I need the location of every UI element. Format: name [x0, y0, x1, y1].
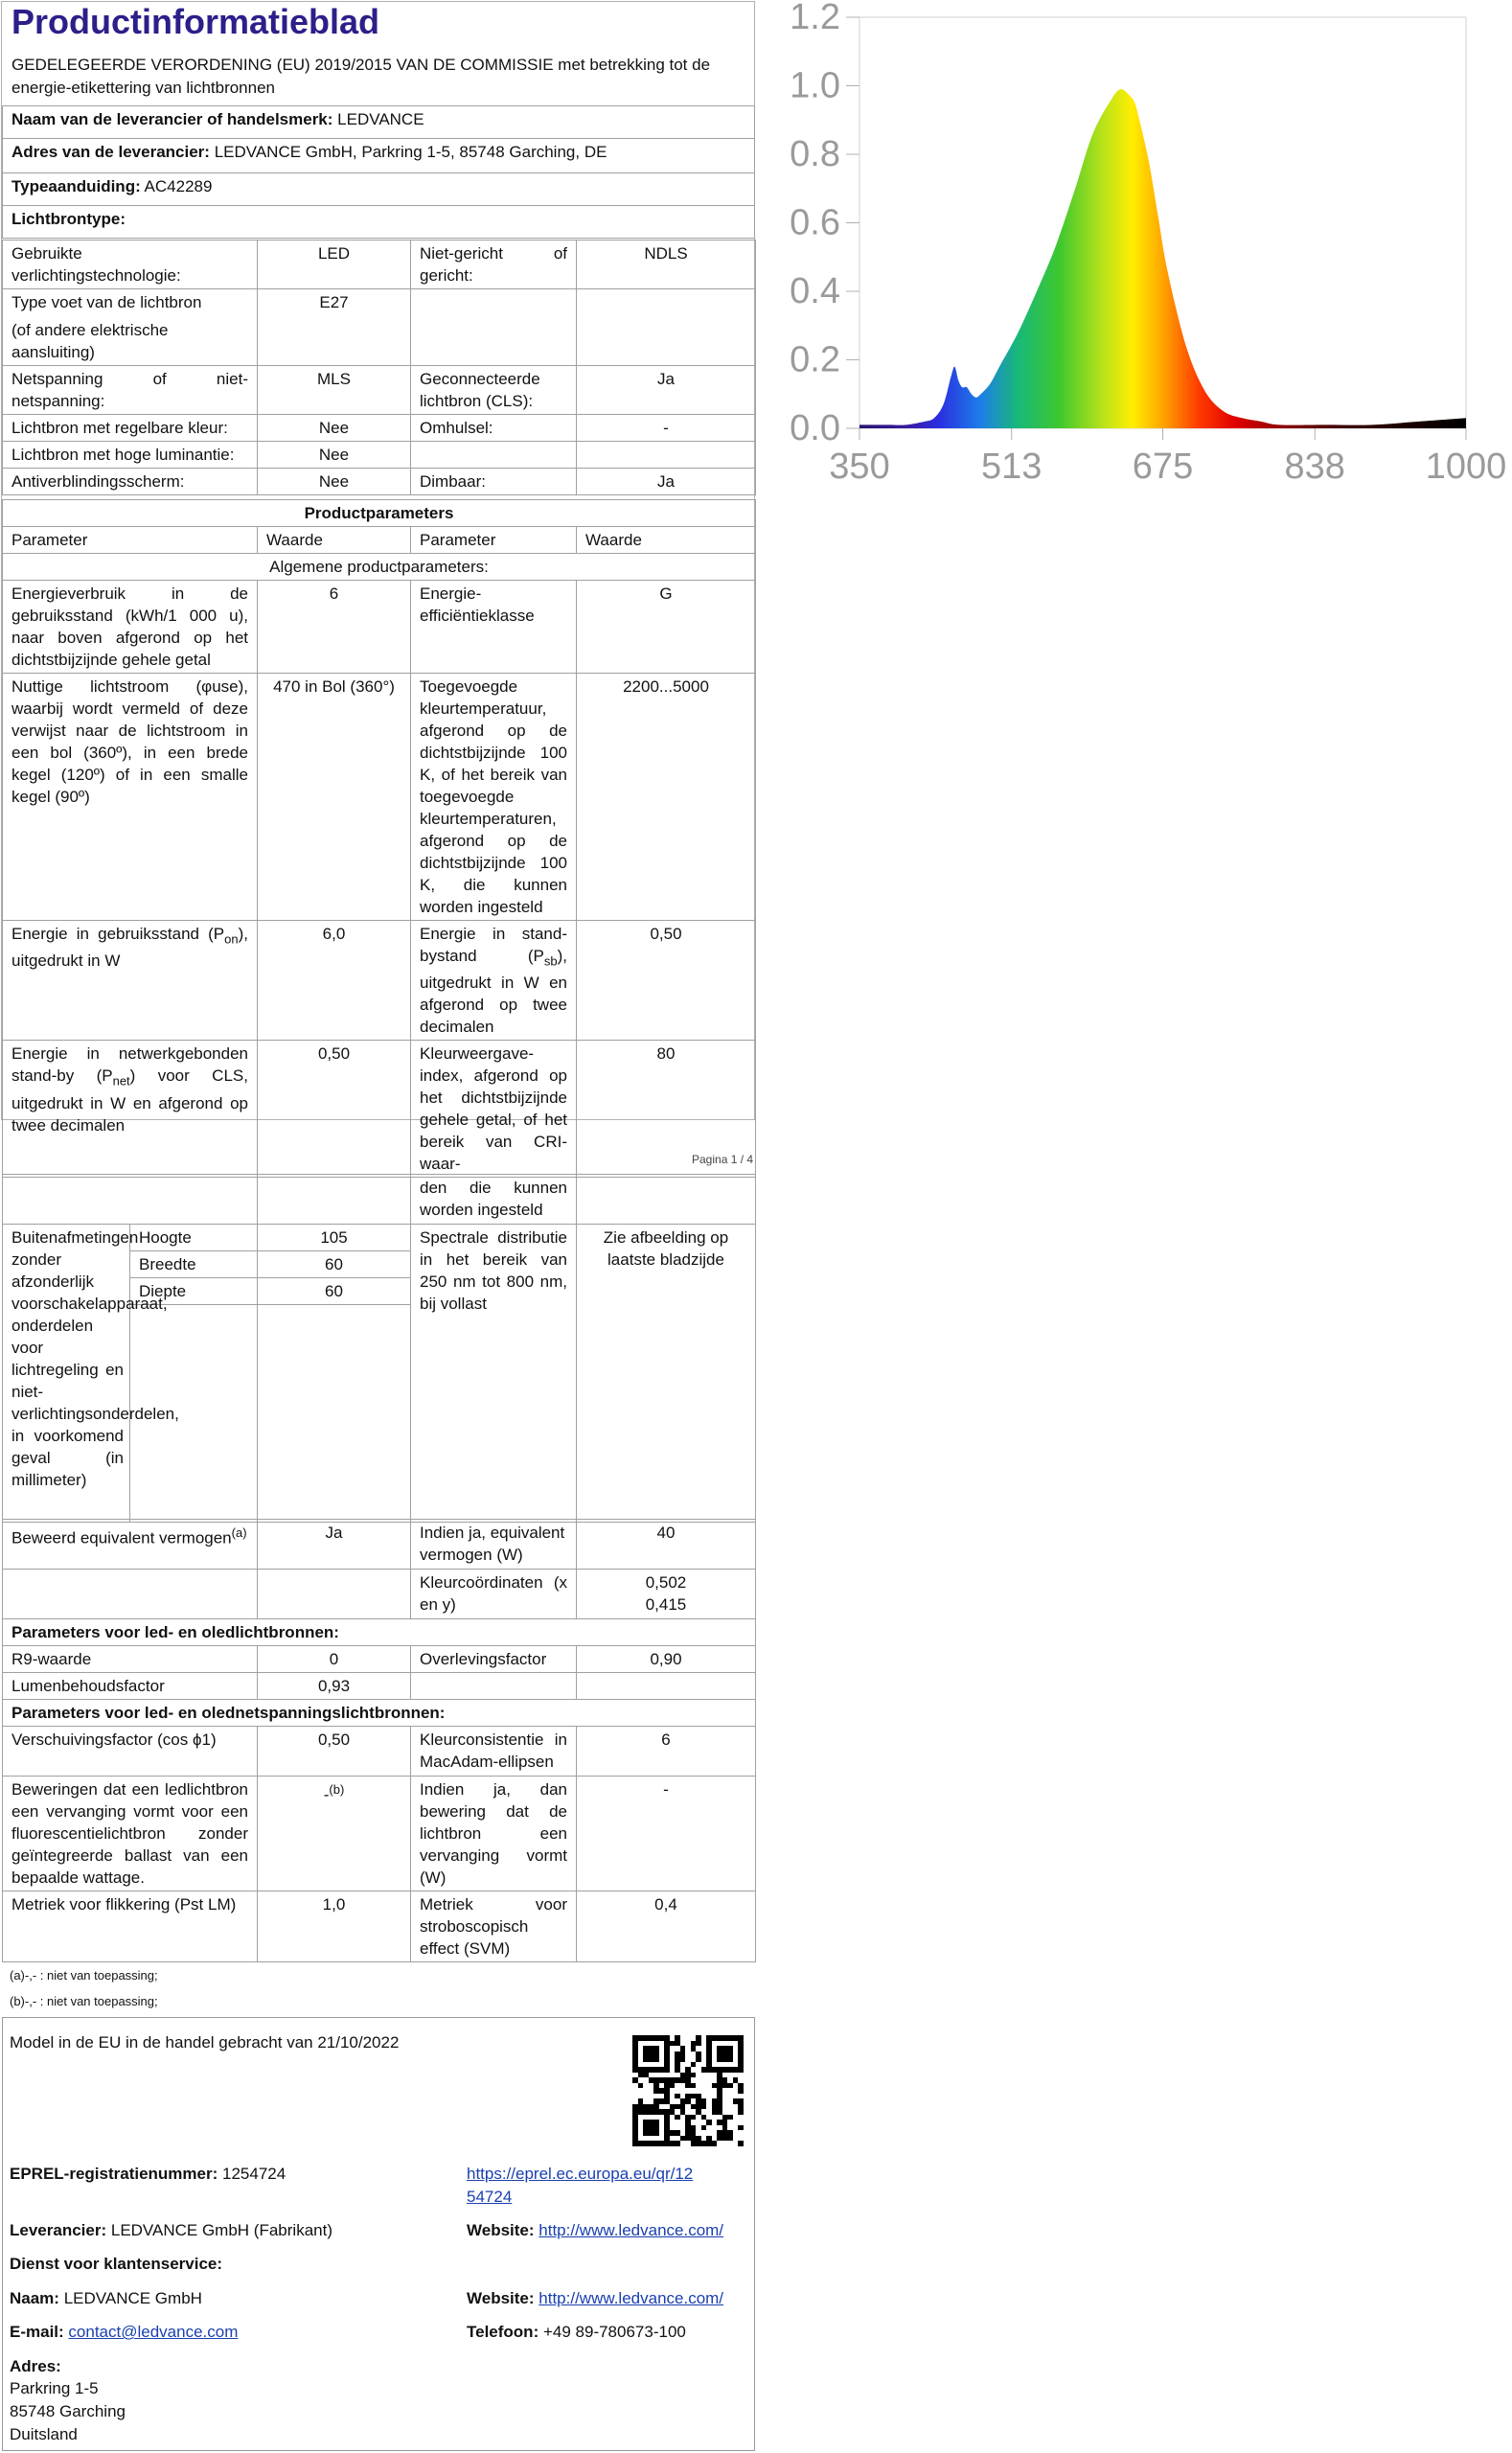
- page-title: Productinformatieblad: [11, 2, 380, 41]
- qr-module: [738, 2141, 744, 2146]
- pnet-label: Energie in netwerkgebonden stand-by (P: [11, 1044, 248, 1086]
- param-cell: Lichtbron met hoge luminantie:: [3, 442, 258, 469]
- replace-value: -: [323, 1785, 330, 1804]
- supplier-footer-value: LEDVANCE GmbH (Fabrikant): [110, 2221, 332, 2239]
- value-cell: E27: [258, 289, 411, 366]
- phone-row: [467, 2321, 686, 2344]
- continuation-table: [2, 1174, 756, 1225]
- param-cell: Beweringen dat een ledlichtbron een vervanging vormt voor een fluorescentielichtbron zonder geïntegreerde ballast van een bepaalde wattage.: [3, 1777, 258, 1891]
- type-label: Typeaanduiding:: [11, 177, 141, 195]
- value-cell: [258, 1777, 411, 1891]
- param-cell: Energie-efficiëntieklasse: [411, 581, 577, 674]
- param-cell: Toegevoegde kleurtemperatuur, afgerond op de dichtstbijzijnde 100 K, of het bereik van toegevoegde kleurtemperaturen, afgerond op de dichtstbijzijnde 100 K, die kunnen worden ingesteld: [411, 674, 577, 921]
- spectral-value: Zie afbeelding op laatste bladzijde: [577, 1225, 756, 1523]
- param-cell: Netspanning of niet-netspanning:: [3, 366, 258, 415]
- param-cell: Metriek voor stroboscopisch effect (SVM): [411, 1891, 577, 1962]
- supplier-footer-row: [10, 2219, 332, 2242]
- param-cell: [411, 289, 577, 366]
- table-row: [3, 1673, 756, 1700]
- email-label: E-mail:: [10, 2323, 64, 2341]
- type-value: AC42289: [144, 177, 213, 195]
- value-cell: 0,90: [577, 1646, 756, 1673]
- width-value: 60: [258, 1251, 411, 1278]
- led-section-title: Parameters voor led- en oledlichtbronnen:: [3, 1619, 756, 1646]
- table-row: [3, 1891, 756, 1962]
- phone-value: +49 89-780673-100: [542, 2323, 686, 2341]
- y-tick-label: 0.6: [790, 202, 840, 243]
- supplier-label: Naam van de leverancier of handelsmerk:: [11, 110, 333, 128]
- phone-label: Telefoon:: [467, 2323, 539, 2341]
- depth-label: Diepte: [130, 1278, 258, 1305]
- pon-label: Energie in gebruiksstand (P: [11, 925, 225, 943]
- y-tick-label: 0.8: [790, 134, 840, 174]
- empty-cell: [258, 1570, 411, 1619]
- x-tick-label: 350: [829, 447, 890, 487]
- param-cell: Nuttige lichtstroom (φuse), waarbij wordt vermeld of deze verwijst naar de lichtstroom in een bol (360º), in een brede kegel (120º) of in een smalle kegel (90º): [3, 674, 258, 921]
- type-row: [3, 173, 755, 206]
- value-cell: 0,50: [577, 921, 756, 1041]
- value-cell: NDLS: [577, 241, 756, 289]
- table-row: [3, 921, 756, 1041]
- empty-cell: [411, 1673, 577, 1700]
- table-row: [3, 1041, 756, 1178]
- value-cell: [577, 1570, 756, 1619]
- y-tick-label: 1.0: [790, 65, 840, 106]
- service-name-row: [10, 2287, 202, 2310]
- address-line-2: 85748 Garching: [10, 2402, 126, 2420]
- value-cell: Ja: [258, 1520, 411, 1570]
- pnet-sub: net: [112, 1073, 130, 1089]
- base-type-note: (of andere elektrische aansluiting): [11, 321, 169, 361]
- psb-label: Energie in stand-bystand (P: [420, 925, 567, 965]
- param-cell: Lumenbehoudsfactor: [3, 1673, 258, 1700]
- param-cell: [3, 289, 258, 366]
- table-row: [3, 581, 756, 674]
- dimensions-table: [2, 1224, 756, 1523]
- eprel-link-line1[interactable]: https://eprel.ec.europa.eu/qr/12: [467, 2165, 694, 2183]
- value-cell: 80: [577, 1041, 756, 1178]
- lightsource-table: [2, 240, 756, 495]
- table-row: [3, 442, 756, 469]
- y-tick-label: 0.0: [790, 408, 840, 448]
- table-row: [3, 1727, 756, 1777]
- address-footer-label: Adres:: [10, 2357, 61, 2375]
- qr-code-icon: [632, 2035, 744, 2146]
- website2-label: Website:: [467, 2289, 535, 2307]
- value-cell: Nee: [258, 469, 411, 495]
- service-name-value: LEDVANCE GmbH: [63, 2289, 202, 2307]
- param-cell: Kleurconsistentie in MacAdam-ellipsen: [411, 1727, 577, 1777]
- spectrum-area: [859, 89, 1466, 428]
- supplier-footer-label: Leverancier:: [10, 2221, 107, 2239]
- empty-cell: [3, 1570, 258, 1619]
- x-tick-label: 1000: [1425, 447, 1507, 487]
- psb-label-end: ), uitgedrukt in W en afgerond op twee decimalen: [420, 947, 567, 1037]
- lightsource-title-row: [3, 206, 755, 239]
- param-cell: Indien ja, dan bewering dat de lichtbron een vervanging vormt (W): [411, 1777, 577, 1891]
- param-cell: [3, 921, 258, 1041]
- param-cell: Kleurweergave-index, afgerond op het dichtstbijzijnde gehele getal, of het bereik van CRI-waar-: [411, 1041, 577, 1178]
- table-row: [3, 241, 756, 289]
- eprel-row: [10, 2163, 286, 2186]
- value-cell: [258, 1175, 411, 1225]
- lightsource-label: Lichtbrontype:: [11, 210, 126, 228]
- eprel-value: 1254724: [222, 2165, 286, 2183]
- param-cell: [411, 442, 577, 469]
- dimensions-label: Buitenafmetingen zonder afzonderlijk voorschakelapparaat, onderdelen voor lichtregeling en niet-verlichtingsonderdelen, in voorkomend geval (in millimeter): [3, 1225, 130, 1523]
- param-cell: [3, 1175, 258, 1225]
- base-type-label: Type voet van de lichtbron: [11, 293, 202, 311]
- column-header: Parameter: [3, 527, 258, 554]
- table-row: [3, 1570, 756, 1619]
- param-cell: Verschuivingsfactor (cos ϕ1): [3, 1727, 258, 1777]
- product-section-title: Productparameters: [3, 500, 756, 527]
- param-cell: den die kunnen worden ingesteld: [411, 1175, 577, 1225]
- column-header: Parameter: [411, 527, 577, 554]
- value-cell: G: [577, 581, 756, 674]
- param-cell: [3, 1520, 258, 1570]
- table-row: [3, 674, 756, 921]
- customer-service-label: Dienst voor klantenservice:: [10, 2255, 223, 2273]
- table-row: [3, 1225, 756, 1251]
- value-cell: 0: [258, 1646, 411, 1673]
- general-params-title: Algemene productparameters:: [3, 554, 756, 581]
- table-row: [3, 1520, 756, 1570]
- value-cell: 6,0: [258, 921, 411, 1041]
- param-cell: Metriek voor flikkering (Pst LM): [3, 1891, 258, 1962]
- value-cell: 0,4: [577, 1891, 756, 1962]
- param-cell: Energieverbruik in de gebruiksstand (kWh/1 000 u), naar boven afgerond op het dichtstbijzijnde gehele getal: [3, 581, 258, 674]
- value-cell: 470 in Bol (360°): [258, 674, 411, 921]
- chroma-x: 0,502: [645, 1573, 687, 1592]
- param-cell: [3, 1041, 258, 1178]
- param-cell: Niet-gericht of gericht:: [411, 241, 577, 289]
- spectrum-chart: [757, 0, 1512, 517]
- height-label: Hoogte: [130, 1225, 258, 1251]
- value-cell: Ja: [577, 469, 756, 495]
- table-row: [3, 415, 756, 442]
- value-cell: 2200...5000: [577, 674, 756, 921]
- email-link[interactable]: contact@ledvance.com: [68, 2323, 239, 2341]
- table-row: [3, 1646, 756, 1673]
- psb-sub: sb: [543, 953, 558, 969]
- header-row: [3, 527, 756, 554]
- table-row: [3, 366, 756, 415]
- value-cell: 0,50: [258, 1727, 411, 1777]
- param-cell: Omhulsel:: [411, 415, 577, 442]
- market-date: Model in de EU in de handel gebracht van 21/10/2022: [10, 2033, 400, 2052]
- column-header: Waarde: [577, 527, 756, 554]
- supplier-row: [3, 106, 755, 139]
- width-label: Breedte: [130, 1251, 258, 1278]
- header-table: [2, 105, 755, 239]
- claims-table: [2, 1519, 756, 1962]
- value-cell: [577, 442, 756, 469]
- empty-cell: [258, 1305, 411, 1523]
- table-row: [3, 1175, 756, 1225]
- pon-label-end: ), uitgedrukt in W: [11, 925, 248, 971]
- replace-sup: (b): [329, 1782, 345, 1797]
- depth-value: 60: [258, 1278, 411, 1305]
- service-name-label: Naam:: [10, 2289, 59, 2307]
- value-cell: -: [577, 415, 756, 442]
- mains-section-title: Parameters voor led- en olednetspanningslichtbronnen:: [3, 1700, 756, 1727]
- value-cell: MLS: [258, 366, 411, 415]
- table-row: [3, 1777, 756, 1891]
- website-label: Website:: [467, 2221, 535, 2239]
- chroma-y: 0,415: [645, 1595, 687, 1614]
- y-tick-label: 1.2: [790, 0, 840, 37]
- footnote-a: (a)-,- : niet van toepassing;: [10, 1968, 158, 1983]
- param-cell: [411, 921, 577, 1041]
- empty-cell: [577, 1673, 756, 1700]
- param-cell: Overlevingsfactor: [411, 1646, 577, 1673]
- param-cell: Lichtbron met regelbare kleur:: [3, 415, 258, 442]
- website-row: [467, 2219, 723, 2242]
- website2-link[interactable]: http://www.ledvance.com/: [538, 2289, 724, 2307]
- website-link[interactable]: http://www.ledvance.com/: [538, 2221, 724, 2239]
- height-value: 105: [258, 1225, 411, 1251]
- value-cell: Nee: [258, 442, 411, 469]
- x-tick-label: 838: [1284, 447, 1345, 487]
- claimed-sup: (a): [231, 1525, 247, 1540]
- value-cell: [577, 1175, 756, 1225]
- value-cell: -: [577, 1777, 756, 1891]
- param-cell: Geconnecteerde lichtbron (CLS):: [411, 366, 577, 415]
- value-cell: 0,93: [258, 1673, 411, 1700]
- value-cell: [577, 289, 756, 366]
- x-tick-label: 675: [1132, 447, 1194, 487]
- table-row: [3, 469, 756, 495]
- regulation-text: GEDELEGEERDE VERORDENING (EU) 2019/2015 VAN DE COMMISSIE met betrekking tot de energie-etikettering van lichtbronnen: [11, 56, 711, 97]
- value-cell: 0,50: [258, 1041, 411, 1178]
- pnet-label-end: ) voor CLS, uitgedrukt in W en afgerond op twee decimalen: [11, 1066, 248, 1135]
- value-cell: LED: [258, 241, 411, 289]
- address-value: LEDVANCE GmbH, Parkring 1-5, 85748 Garching, DE: [214, 143, 607, 161]
- y-tick-label: 0.2: [790, 339, 840, 380]
- product-table: [2, 499, 756, 1178]
- param-cell: Antiverblindingsscherm:: [3, 469, 258, 495]
- value-cell: 6: [577, 1727, 756, 1777]
- spectral-label: Spectrale distributie in het bereik van 250 nm tot 800 nm, bij vollast: [411, 1225, 577, 1523]
- column-header: Waarde: [258, 527, 411, 554]
- address-row: [3, 139, 755, 173]
- footnote-b: (b)-,- : niet van toepassing;: [10, 1994, 158, 2008]
- param-cell: Gebruikte verlichtingstechnologie:: [3, 241, 258, 289]
- page-number: Pagina 1 / 4: [692, 1153, 754, 1166]
- eprel-link-line2[interactable]: 54724: [467, 2188, 513, 2206]
- param-cell: Kleurcoördinaten (x en y): [411, 1570, 577, 1619]
- param-cell: Dimbaar:: [411, 469, 577, 495]
- x-tick-label: 513: [981, 447, 1042, 487]
- value-cell: 40: [577, 1520, 756, 1570]
- value-cell: 1,0: [258, 1891, 411, 1962]
- address-label: Adres van de leverancier:: [11, 143, 210, 161]
- address-line-3: Duitsland: [10, 2425, 78, 2443]
- eprel-label: EPREL-registratienummer:: [10, 2165, 218, 2183]
- eprel-link[interactable]: [467, 2163, 740, 2209]
- table-row: [3, 289, 756, 366]
- address-line-1: Parkring 1-5: [10, 2379, 99, 2397]
- supplier-value: LEDVANCE: [337, 110, 424, 128]
- value-cell: Nee: [258, 415, 411, 442]
- value-cell: Ja: [577, 366, 756, 415]
- website2-row: [467, 2287, 723, 2310]
- param-cell: Indien ja, equivalent vermogen (W): [411, 1520, 577, 1570]
- pon-sub: on: [224, 931, 239, 947]
- param-cell: R9-waarde: [3, 1646, 258, 1673]
- email-row: [10, 2321, 238, 2344]
- value-cell: 6: [258, 581, 411, 674]
- claimed-label: Beweerd equivalent vermogen: [11, 1528, 232, 1547]
- y-tick-label: 0.4: [790, 271, 840, 311]
